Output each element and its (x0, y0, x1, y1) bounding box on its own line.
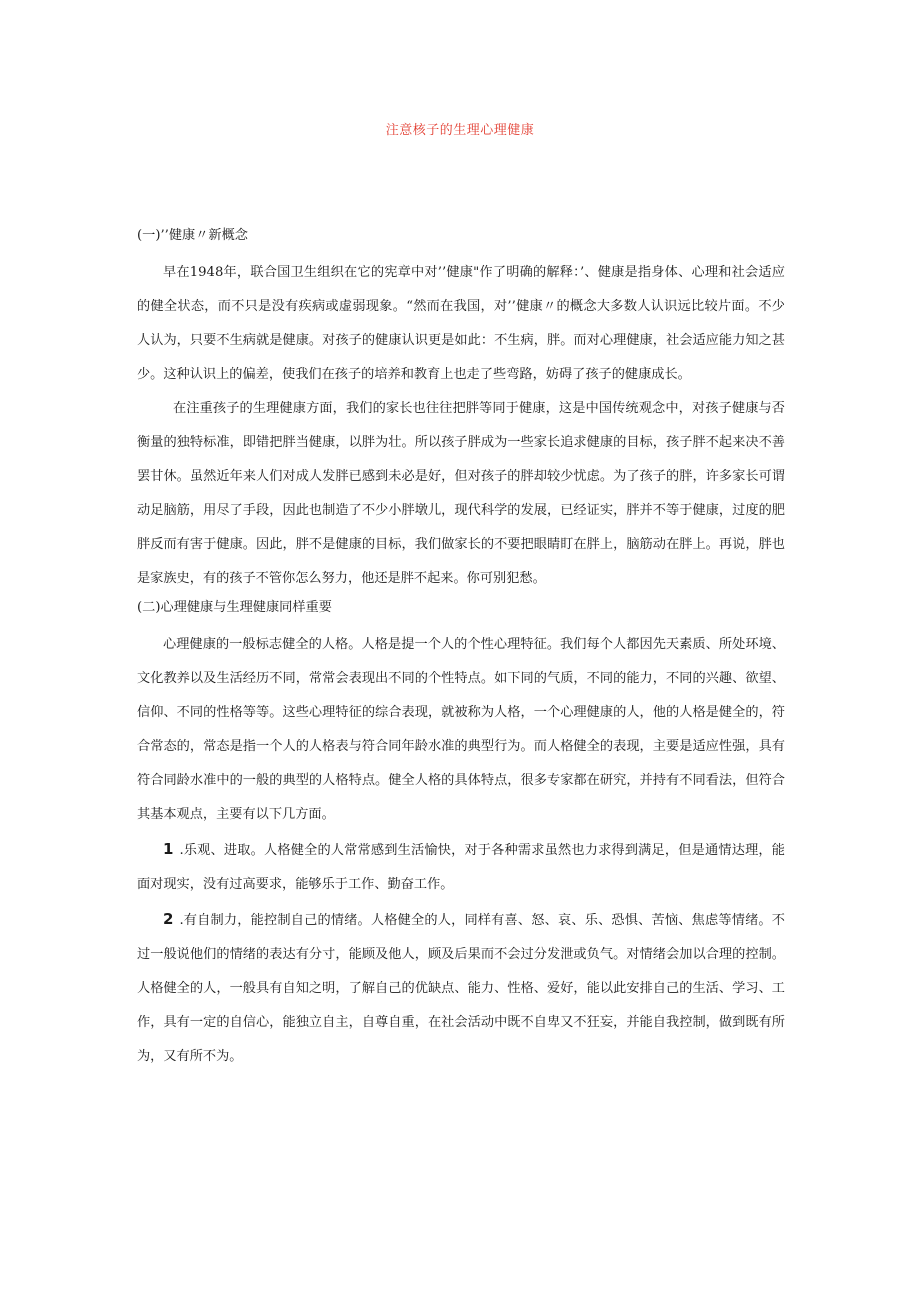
list-item-1-text: .乐观、进取。人格健全的人常常感到生活愉快，对于各种需求虽然也力求得到满足，但是通情达理，能面对现实，没有过高要求，能够乐于工作、勤奋工作。 (137, 843, 785, 892)
section-2-heading: (二)心理健康与生理健康同样重要 (137, 600, 332, 615)
list-item-1 (137, 832, 785, 902)
section-1-paragraph-2: 在注重孩子的生理健康方面，我们的家长也往往把胖等同于健康，这是中国传统观念中，对孩子健康与否衡量的独特标准，即错把胖当健康，以胖为壮。所以孩子胖成为一些家长追求健康的目标，孩子胖不起来决不善罢甘休。虽然近年来人们对成人发胖已感到未必是好，但对孩子的胖却较少忧虑。为了孩子的胖，许多家长可谓动足脑筋，用尽了手段，因此也制造了不少小胖墩儿，现代科学的发展，已经证实，胖并不等于健康，过度的肥胖反而有害于健康。因此，胖不是健康的目标，我们做家长的不要把眼睛盯在胖上，脑筋动在胖上。再说，胖也是家族史，有的孩子不管你怎么努力，他还是胖不起来。你可别犯愁。 (137, 401, 785, 586)
document-title: 注意核子的生理心理健康 (385, 123, 535, 138)
list-item-2 (137, 902, 785, 1074)
list-item-2-number: 2 (163, 910, 174, 928)
list-item-2-text: .有自制力，能控制自己的情绪。人格健全的人，同样有喜、怒、哀、乐、恐惧、苦恼、焦虑等情绪。不过一般说他们的情绪的表达有分寸，能顾及他人，顾及后果而不会过分发泄或负气。对情绪会加以合理的控制。人格健全的人，一般具有自知之明，了解自己的优缺点、能力、性格、爱好，能以此安排自己的生活、学习、工作，具有一定的自信心，能独立自主，自尊自重，在社会活动中既不自卑又不狂妄，并能自我控制，做到既有所为，又有所不为。 (137, 913, 785, 1064)
section-1-paragraph-1: 早在1948年，联合国卫生组织在它的宪章中对’’健康"作了明确的解释：’、健康是指身体、心理和社会适应的健全状态，而不只是没有疾病或虚弱现象。“然而在我国，对’’健康〃的概念大多数人认识远比较片面。不少人认为，只要不生病就是健康。对孩子的健康认识更是如此：不生病，胖。而对心理健康，社会适应能力知之甚少。这种认识上的偏差，使我们在孩子的培养和教育上也走了些弯路，妨碍了孩子的健康成长。 (137, 265, 785, 382)
list-item-1-number: 1 (163, 840, 174, 858)
section-1-heading: (一)’’健康〃新概念 (137, 228, 248, 243)
document-body (137, 224, 785, 1074)
section-2-paragraph-1: 心理健康的一般标志健全的人格。人格是提一个人的个性心理特征。我们每个人都因先天素质、所处环境、文化教养以及生活经历不同，常常会表现出不同的个性特点。如下同的气质，不同的能力，不同的兴趣、欲望、信仰、不同的性格等等。这些心理特征的综合表现，就被称为人格，一个心理健康的人，他的人格是健全的，符合常态的，常态是指一个人的人格表与符合同年龄水准的典型行为。而人格健全的表现，主要是适应性强，具有符合同龄水准中的一般的典型的人格特点。健全人格的具体特点，很多专家都在研究，并持有不同看法，但符合其基本观点，主要有以下几方面。 (137, 637, 785, 822)
